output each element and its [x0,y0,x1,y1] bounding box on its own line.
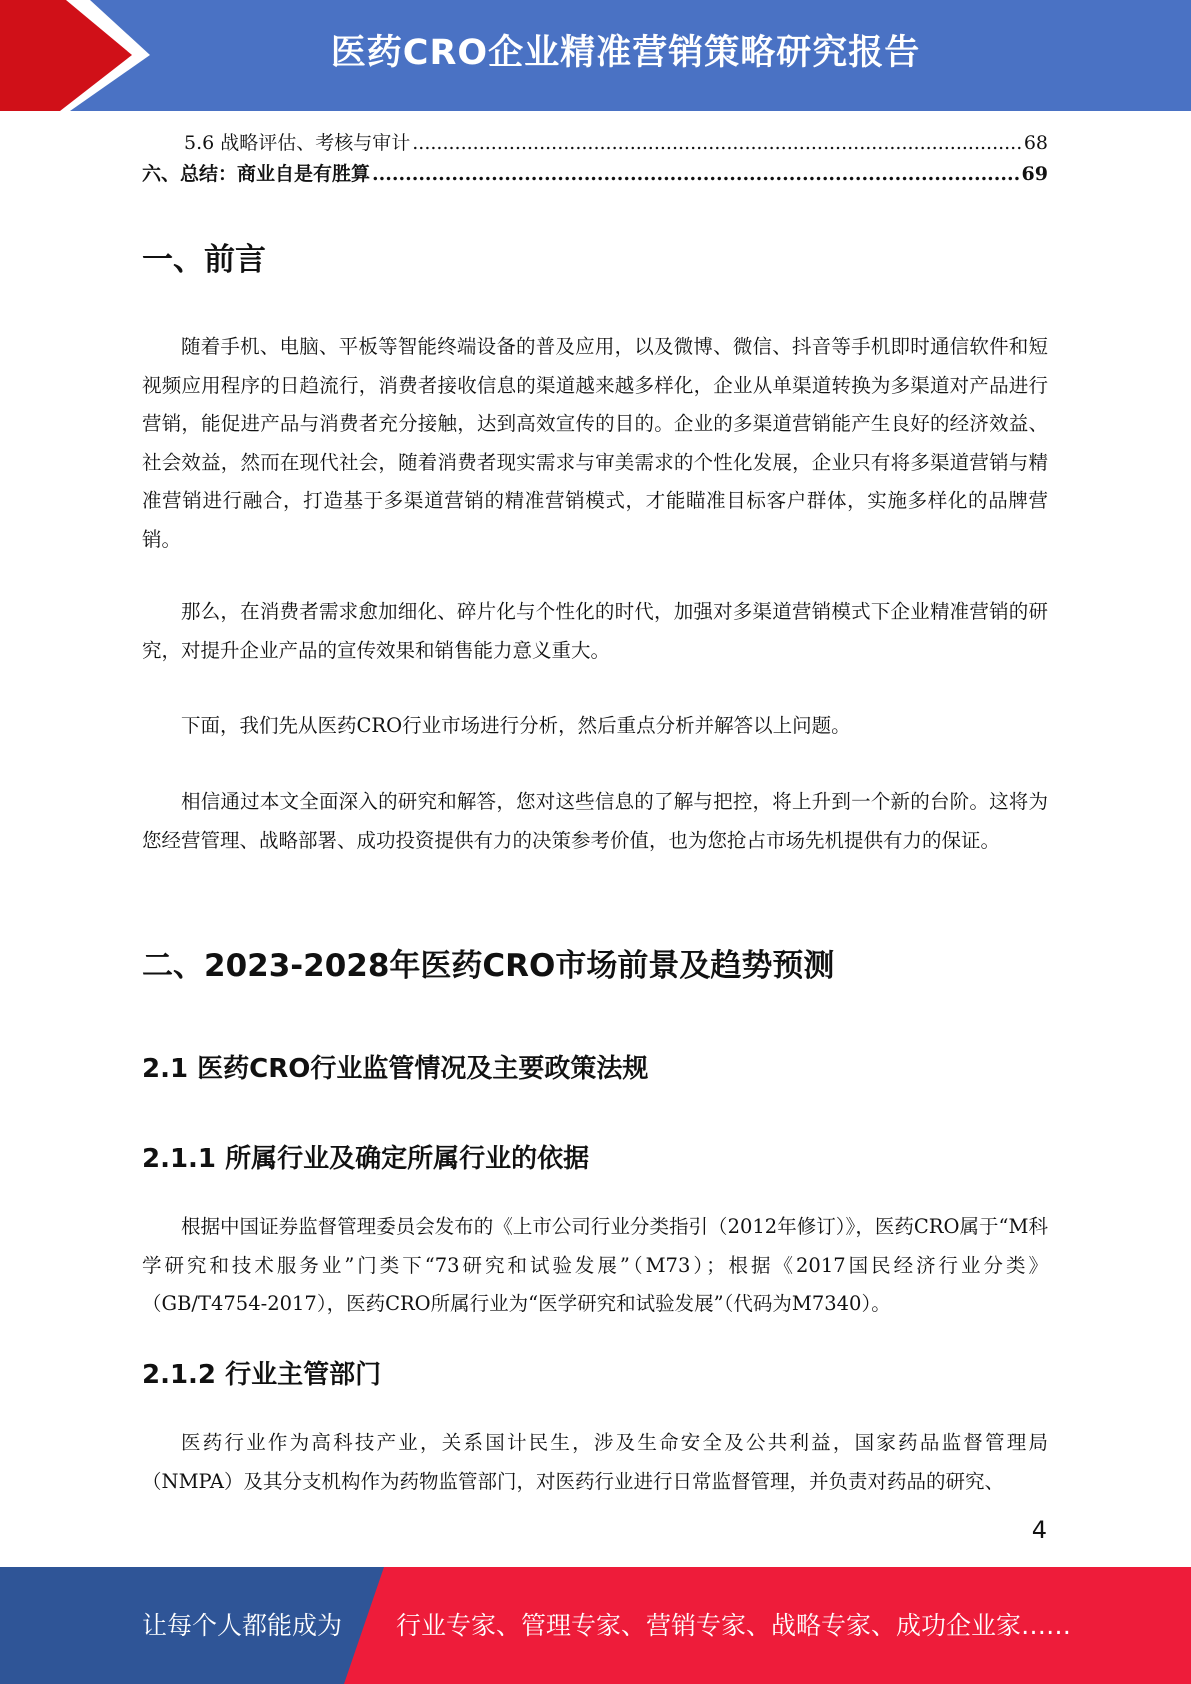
toc-entry-label: 5.6 战略评估、考核与审计 [184,132,411,154]
page-header [0,0,1191,111]
toc-entry-label: 六、总结：商业自是有胜算 [142,163,371,185]
toc-leader-dots [372,160,1020,188]
footer-slogan-right: 行业专家、管理专家、营销专家、战略专家、成功企业家…… [396,1611,1072,1640]
paragraph: 那么，在消费者需求愈加细化、碎片化与个性化的时代，加强对多渠道营销模式下企业精准营销的研究，对提升企业产品的宣传效果和销售能力意义重大。 [142,600,1048,662]
paragraph: 医药行业作为高科技产业，关系国计民生，涉及生命安全及公共利益，国家药品监督管理局（NMPA）及其分支机构作为药物监管部门，对医药行业进行日常监督管理，并负责对药品的研究、 [142,1431,1048,1493]
paragraph: 根据中国证券监督管理委员会发布的《上市公司行业分类指引（2012年修订）》，医药CRO属于“M科学研究和技术服务业”门类下“73研究和试验发展”（M73）；根据《2017国民经济行业分类》（GB/T4754-2017），医药CRO所属行业为“医学研究和试验发展”（代码为M7340）。 [142,1215,1048,1315]
paragraph: 相信通过本文全面深入的研究和解答，您对这些信息的了解与把控，将上升到一个新的台阶。这将为您经营管理、战略部署、成功投资提供有力的决策参考价值，也为您抢占市场先机提供有力的保证。 [142,790,1048,852]
section-heading-market-outlook: 二、2023-2028年医药CRO市场前景及趋势预测 [142,948,835,984]
paragraph: 下面，我们先从医药CRO行业市场进行分析，然后重点分析并解答以上问题。 [181,714,851,737]
toc-entry-page: 69 [1021,163,1048,185]
header-title: 医药CRO企业精准营销策略研究报告 [330,33,921,73]
page-number: 4 [1031,1516,1047,1544]
section-heading-preface: 一、前言 [142,242,266,278]
subsection-heading: 2.1 医药CRO行业监管情况及主要政策法规 [142,1054,649,1084]
footer-slogan-left: 让每个人都能成为 [142,1611,343,1640]
toc-entry-page: 68 [1023,132,1048,154]
paragraph: 随着手机、电脑、平板等智能终端设备的普及应用，以及微博、微信、抖音等手机即时通信软件和短视频应用程序的日趋流行，消费者接收信息的渠道越来越多样化，企业从单渠道转换为多渠道对产品进行营销，能促进产品与消费者充分接触，达到高效宣传的目的。企业的多渠道营销能产生良好的经济效益、社会效益，然而在现代社会，随着消费者现实需求与审美需求的个性化发展，企业只有将多渠道营销与精准营销进行融合，打造基于多渠道营销的精准营销模式，才能瞄准目标客户群体，实施多样化的品牌营销。 [142,335,1048,551]
subsubsection-heading: 2.1.2 行业主管部门 [142,1360,382,1390]
toc-leader-dots [412,129,1022,157]
toc-entry[interactable] [142,160,1048,188]
page-footer [0,1567,1191,1684]
subsubsection-heading: 2.1.1 所属行业及确定所属行业的依据 [142,1144,590,1174]
toc-entry[interactable] [184,129,1048,157]
